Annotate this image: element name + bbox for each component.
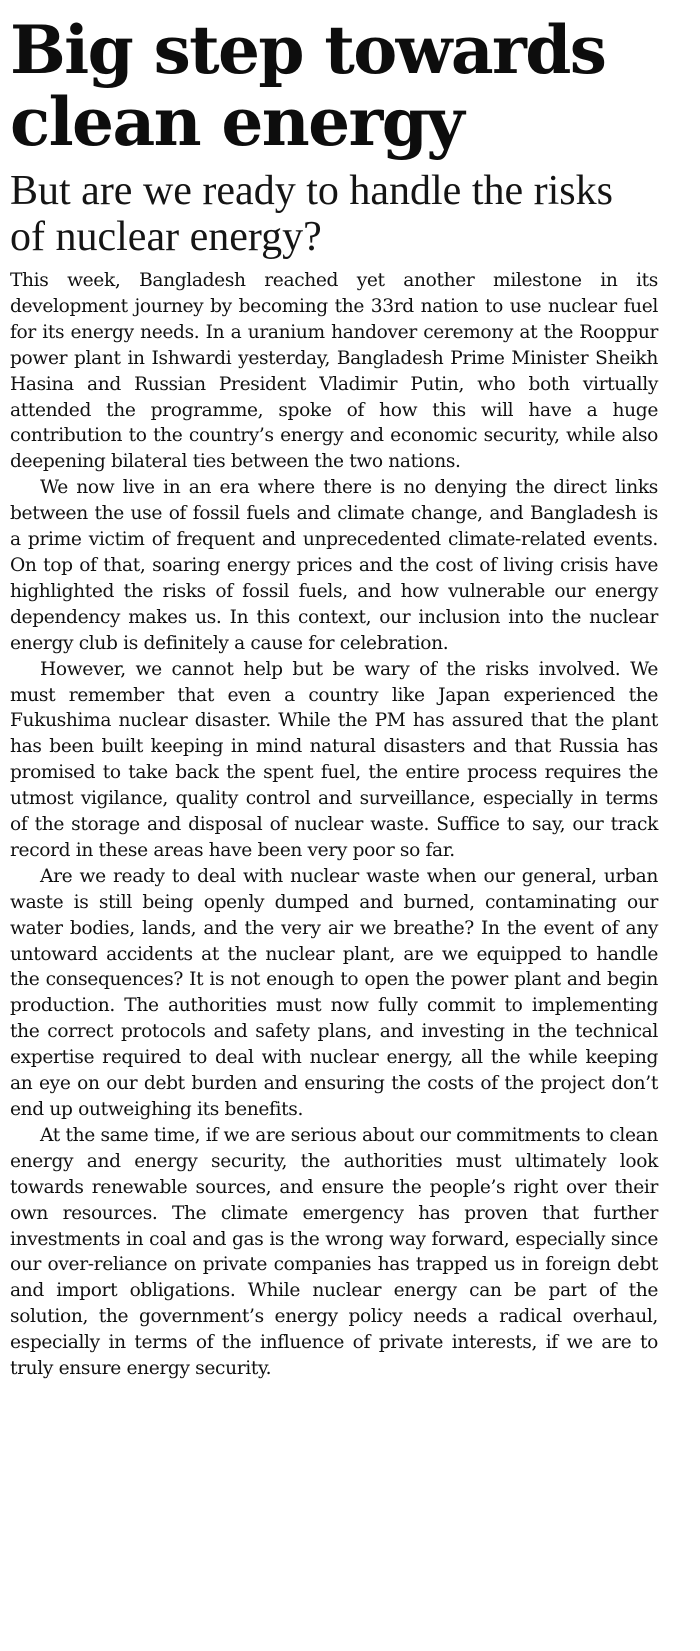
paragraph-3: However, we cannot help but be wary of the risks involved. We must remember that even a country like Japan experienced the Fukushima nuclear disaster. While the PM has assured that the plant has been built keeping in mind natural disasters and that Russia has promised to take back the spent fuel, the entire process requires the utmost vigilance, quality control and surveillance, especially in terms of the storage and disposal of nuclear waste. Suffice to say, our track record in these areas have been very poor so far. bbox=[10, 658, 658, 861]
article-body bbox=[10, 268, 658, 1382]
paragraph-2: We now live in an era where there is no denying the direct links between the use of fossil fuels and climate change, and Bangladesh is a prime victim of frequent and unprecedented climate-related events. On top of that, soaring energy prices and the cost of living crisis have highlighted the risks of fossil fuels, and how vulnerable our energy dependency makes us. In this context, our inclusion into the nuclear energy club is definitely a cause for celebration. bbox=[10, 477, 658, 654]
paragraph-4: Are we ready to deal with nuclear waste when our general, urban waste is still being openly dumped and burned, contaminating our water bodies, lands, and the very air we breathe? In the event of any untoward accidents at the nuclear plant, are we equipped to handle the consequences? It is not enough to open the power plant and begin production. The authorities must now fully commit to implementing the correct protocols and safety plans, and investing in the technical expertise required to deal with nuclear energy, all the while keeping an eye on our debt burden and ensuring the costs of the project don’t end up outweighing its benefits. bbox=[10, 865, 658, 1120]
paragraph-5: At the same time, if we are serious about our commitments to clean energy and energy security, the authorities must ultimately look towards renewable sources, and ensure the people’s right over their own resources. The climate emergency has proven that further investments in coal and gas is the wrong way forward, especially since our over-reliance on private companies has trapped us in foreign debt and import obligations. While nuclear energy can be part of the solution, the government’s energy policy needs a radical overhaul, especially in terms of the influence of private interests, if we are to truly ensure energy security. bbox=[10, 1124, 658, 1380]
editorial-article bbox=[10, 11, 658, 1382]
paragraph-1: This week, Bangladesh reached yet another milestone in its development journey by becoming the 33rd nation to use nuclear fuel for its energy needs. In a uranium handover ceremony at the Rooppur power plant in Ishwardi yesterday, Bangladesh Prime Minister Sheikh Hasina and Russian President Vladimir Putin, who both virtually attended the programme, spoke of how this will have a huge contribution to the country’s energy and economic security, while also deepening bilateral ties between the two nations. bbox=[10, 270, 658, 473]
subheadline: But are we ready to handle the risks of nuclear energy? bbox=[10, 168, 613, 260]
headline: Big step towards clean energy bbox=[10, 11, 606, 161]
